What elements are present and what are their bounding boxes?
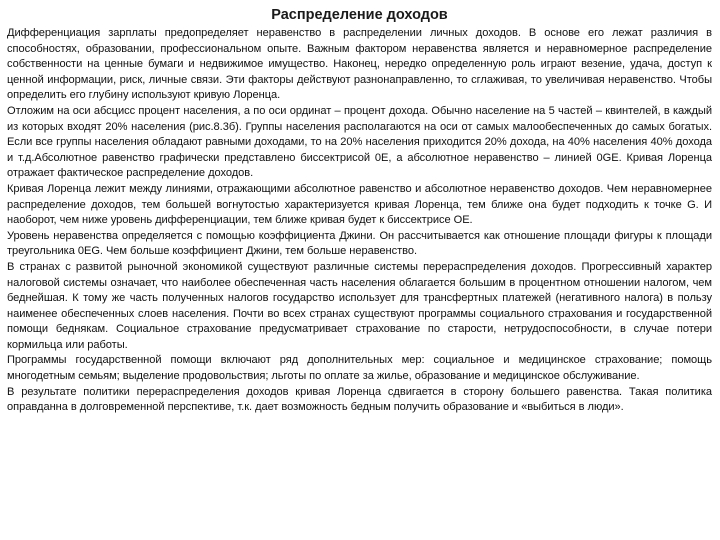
document-body [7, 26, 712, 416]
paragraph-lorenz-curve: Кривая Лоренца лежит между линиями, отражающими абсолютное равенство и абсолютное неравенство доходов. Чем неравномернее распределение доходов, тем большей вогнутостью характеризуется кривая Лоренца, тем ближе она будет подходить к точке G. И наоборот, чем ниже уровень дифференциации, тем ближе кривая будет к биссектрисе ОЕ. [7, 182, 712, 227]
paragraph-state-assistance: Программы государственной помощи включают ряд дополнительных мер: социальное и медицинское страхование; помощь многодетным семьям; выделение продовольствия; льготы по оплате за жилье, образование и медицинское обслуживание. [7, 354, 712, 383]
paragraph-lorenz-axes: Отложим на оси абсцисс процент населения, а по оси ординат – процент дохода. Обычно население на 5 частей – квинтелей, в каждый из которых входят 20% населения (рис.8.3б). Группы населения располагаются на оси от самых малообеспеченных до самых богатых. Если все группы населения обладают равными доходами, то на 20% населения приходится 20% дохода, на 40% населения 40% дохода и т.д.Абсолютное равенство графически представлено биссектрисой 0Е, а абсолютное неравенство – линией 0GE. Кривая Лоренца отражает фактическое распределение доходов. [7, 104, 712, 180]
paragraph-redistribution-result: В результате политики перераспределения доходов кривая Лоренца сдвигается в сторону большего равенства. Такая политика оправданна в долговременной перспективе, т.к. дает возможность бедным получить образование и «выбиться в люди». [7, 385, 712, 414]
paragraph-income-differentiation: Дифференциация зарплаты предопределяет неравенство в распределении личных доходов. В основе его лежат различия в способностях, образовании, профессиональном опыте. Важным фактором неравенства является и неравномерное распределение собственности на ценные бумаги и недвижимое имущество. Наконец, нередко определенную роль играют везение, удача, доступ к ценной информации, риск, личные связи. Эти факторы действуют разнонаправленно, то сглаживая, то увеличивая неравенство. Чтобы определить его глубину используют кривую Лоренца. [7, 27, 712, 102]
paragraph-redistribution-systems: В странах с развитой рыночной экономикой существуют различные системы перераспределения доходов. Прогрессивный характер налоговой системы означает, что наиболее обеспеченная часть населения облагается большим в процентном отношении налогом, чем беднейшая. К тому же часть полученных налогов государство использует для трансфертных платежей (негативного налога) в пользу наименее обеспеченных слоев населения. Почти во всех странах существуют программы социального страхования и государственной помощи беднякам. Социальное страхование предусматривает страхование по старости, нетрудоспособности, в случае потери кормильца или работы. [7, 260, 712, 351]
page-title: Распределение доходов [271, 7, 448, 23]
paragraph-gini-coefficient: Уровень неравенства определяется с помощью коэффициента Джини. Он рассчитывается как отношение площади фигуры к площади треугольника 0EG. Чем больше коэффициент Джини, тем больше неравенство. [7, 229, 712, 258]
